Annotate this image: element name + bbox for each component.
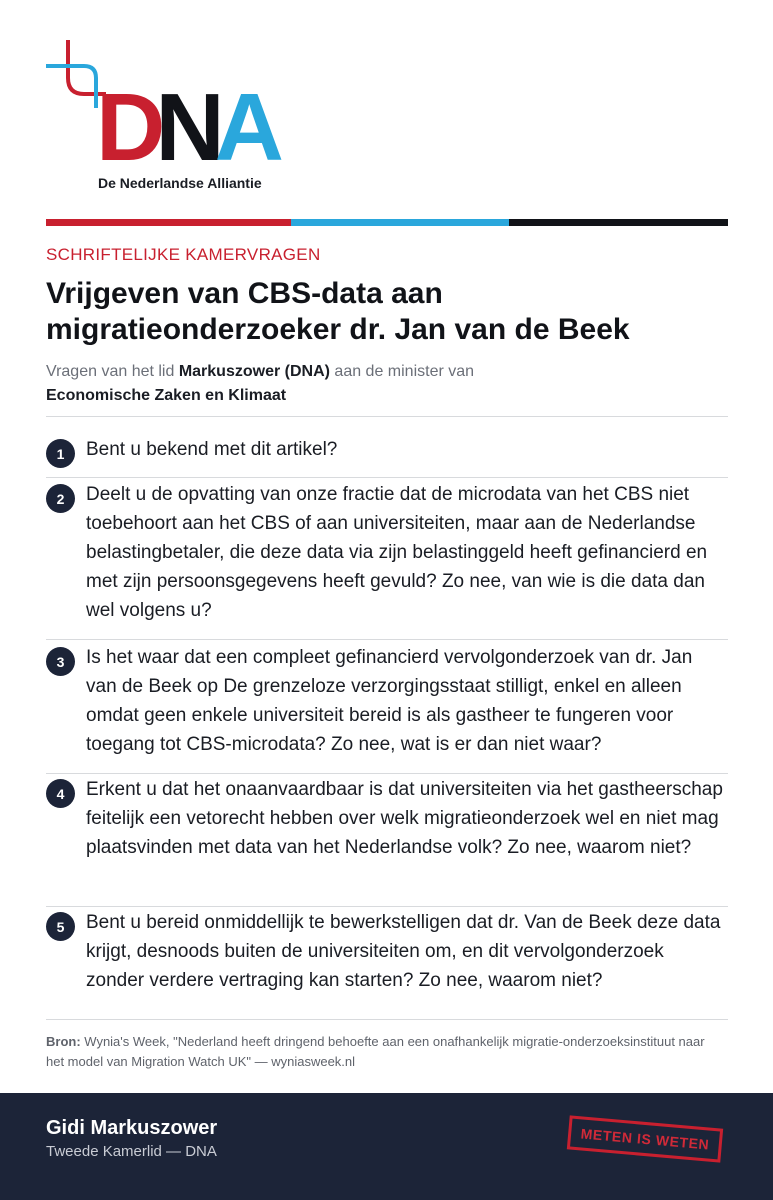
question-text: Bent u bekend met dit artikel?: [86, 439, 338, 460]
byline-prefix: Vragen van het lid: [46, 363, 179, 380]
source-note: [46, 1032, 726, 1072]
question-number-badge: 5: [46, 912, 75, 941]
stripe-red: [46, 219, 291, 226]
title-line-1: Vrijgeven van CBS-data aan: [46, 277, 443, 310]
logo-subtitle: De Nederlandse Alliantie: [98, 175, 262, 191]
source-label: Bron:: [46, 1034, 81, 1049]
question-number-badge: 1: [46, 439, 75, 468]
author-name: Gidi Markuszower: [46, 1117, 218, 1139]
logo-wordmark: [96, 74, 274, 181]
source-text: Wynia's Week, "Nederland heeft dringend behoefte aan een onafhankelijk migratie-onderzoeksinstituut naar het model van Migration Watch UK" — wyniasweek.nl: [46, 1034, 705, 1069]
kicker: SCHRIFTELIJKE KAMERVRAGEN: [46, 245, 321, 264]
page-title: [46, 276, 736, 348]
divider: [46, 1019, 728, 1020]
stamp: METEN IS WETEN: [567, 1115, 723, 1162]
logo-letter-n: N: [155, 74, 215, 181]
divider: [46, 639, 728, 640]
question-text: Bent u bereid onmiddellijk te bewerkstelligen dat dr. Van de Beek deze data krijgt, desnoods buiten de universiteiten om, en dit vervolgonderzoek zonder verdere vertraging kan starten? Zo nee, waarom niet?: [86, 912, 721, 991]
brand-stripe: [46, 219, 728, 226]
divider: [46, 477, 728, 478]
title-line-2: migratieonderzoeker dr. Jan van de Beek: [46, 313, 630, 346]
question-text: Is het waar dat een compleet gefinancierd vervolgonderzoek van dr. Jan van de Beek op De grenzeloze verzorgingsstaat stilligt, enkel en alleen omdat geen enkele universiteit bereid is als gastheer te fungeren voor toegang tot CBS-microdata? Zo nee, wat is er dan niet waar?: [86, 647, 693, 755]
question-number-badge: 4: [46, 779, 75, 808]
logo-letter-a: A: [214, 74, 274, 181]
byline: [46, 360, 726, 408]
question-text: Erkent u dat het onaanvaardbaar is dat universiteiten via het gastheerschap feitelijk een vetorecht hebben over welk migratieonderzoek wel en niet mag plaatsvinden met data van het Nederlandse volk? Zo nee, waarom niet?: [86, 779, 723, 858]
byline-middle: aan de minister van: [329, 363, 475, 380]
divider: [46, 906, 728, 907]
byline-member: Markuszower (DNA): [178, 363, 330, 380]
divider: [46, 416, 728, 417]
question-number-badge: 3: [46, 647, 75, 676]
question-number-badge: 2: [46, 484, 75, 513]
footer: [0, 1093, 773, 1200]
dna-logo: [46, 40, 274, 196]
author-role: Tweede Kamerlid — DNA: [46, 1143, 217, 1160]
question-text: Deelt u de opvatting van onze fractie dat de microdata van het CBS niet toebehoort aan het CBS of aan universiteiten, maar aan de Nederlandse belastingbetaler, die deze data via zijn belastinggeld heeft gefinancierd en met zijn persoonsgegevens heeft gevuld? Zo nee, van wie is die data dan wel volgens u?: [86, 484, 708, 621]
byline-ministry: Economische Zaken en Klimaat: [46, 387, 287, 404]
stripe-black: [509, 219, 728, 226]
divider: [46, 773, 728, 774]
stripe-blue: [291, 219, 509, 226]
logo-letter-d: D: [96, 74, 156, 181]
